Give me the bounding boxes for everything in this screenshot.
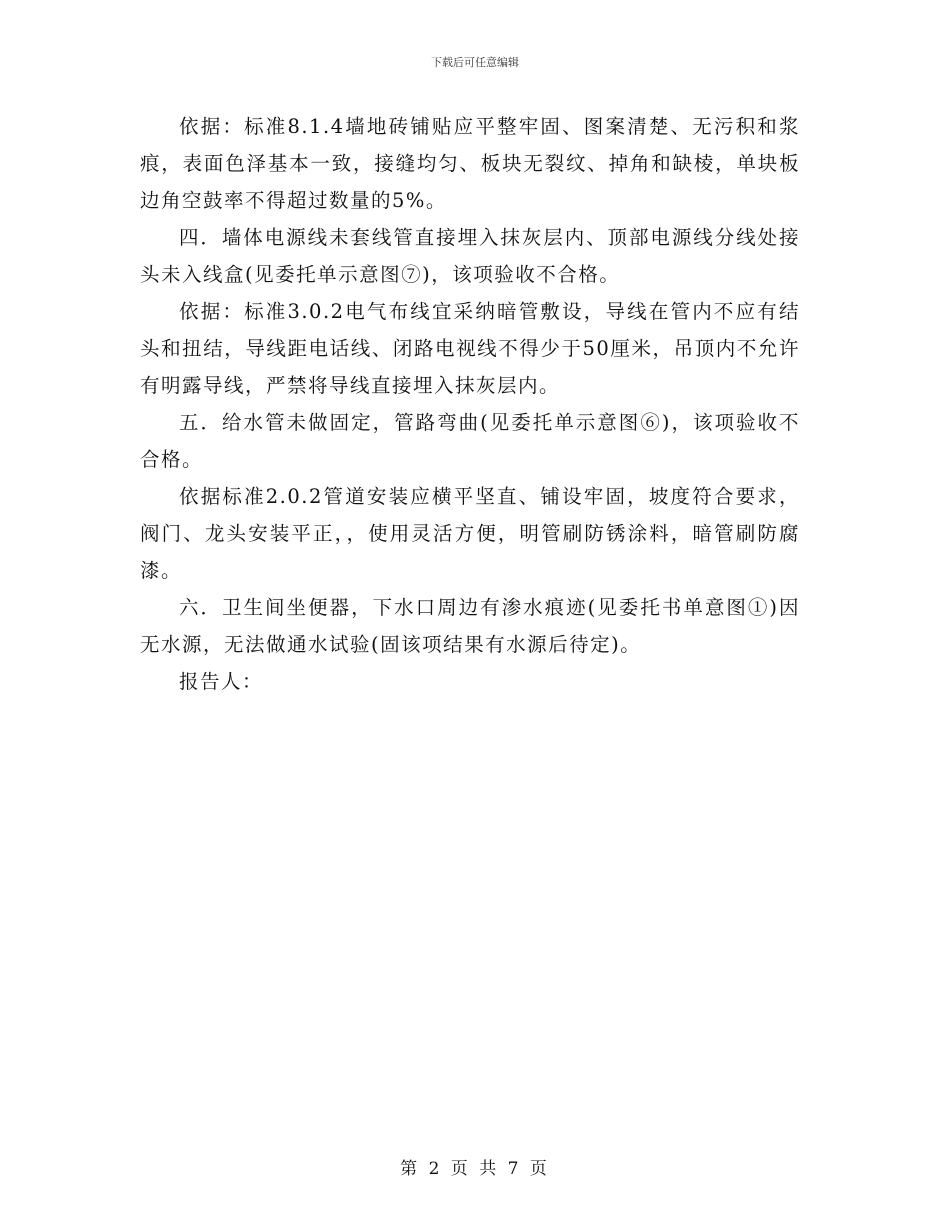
- paragraph-basis-tiles: 依据：标准8.1.4墙地砖铺贴应平整牢固、图案清楚、无污积和浆痕，表面色泽基本一致，接缝均匀、板块无裂纹、掉角和缺棱，单块板边角空鼓率不得超过数量的5%。: [140, 115, 800, 212]
- document-body: [140, 108, 800, 700]
- paragraph-item-five: 五．给水管未做固定，管路弯曲(见委托单示意图⑥)，该项验收不合格。: [140, 411, 800, 471]
- paragraph-basis-pipes: 依据标准2.0.2管道安装应横平坚直、铺设牢固，坡度符合要求，阀门、龙头安装平正，，使用灵活方便，明管刷防锈涂料，暗管刷防腐漆。: [140, 485, 800, 582]
- paragraph-item-four: 四．墙体电源线未套线管直接埋入抹灰层内、顶部电源线分线处接头未入线盒(见委托单示意图⑦)，该项验收不合格。: [140, 226, 800, 286]
- page-number: 第 2 页 共 7 页: [400, 1159, 550, 1179]
- page-header: 下载后可任意编辑: [431, 56, 519, 69]
- paragraph-item-six: 六．卫生间坐便器，下水口周边有渗水痕迹(见委托书单意图①)因无水源，无法做通水试验(固该项结果有水源后待定)。: [140, 596, 800, 656]
- paragraph-basis-electrical: 依据：标准3.0.2电气布线宜采纳暗管敷设，导线在管内不应有结头和扭结，导线距电话线、闭路电视线不得少于50厘米，吊顶内不允许有明露导线，严禁将导线直接埋入抹灰层内。: [140, 300, 800, 397]
- reporter-line: 报告人：: [179, 670, 264, 693]
